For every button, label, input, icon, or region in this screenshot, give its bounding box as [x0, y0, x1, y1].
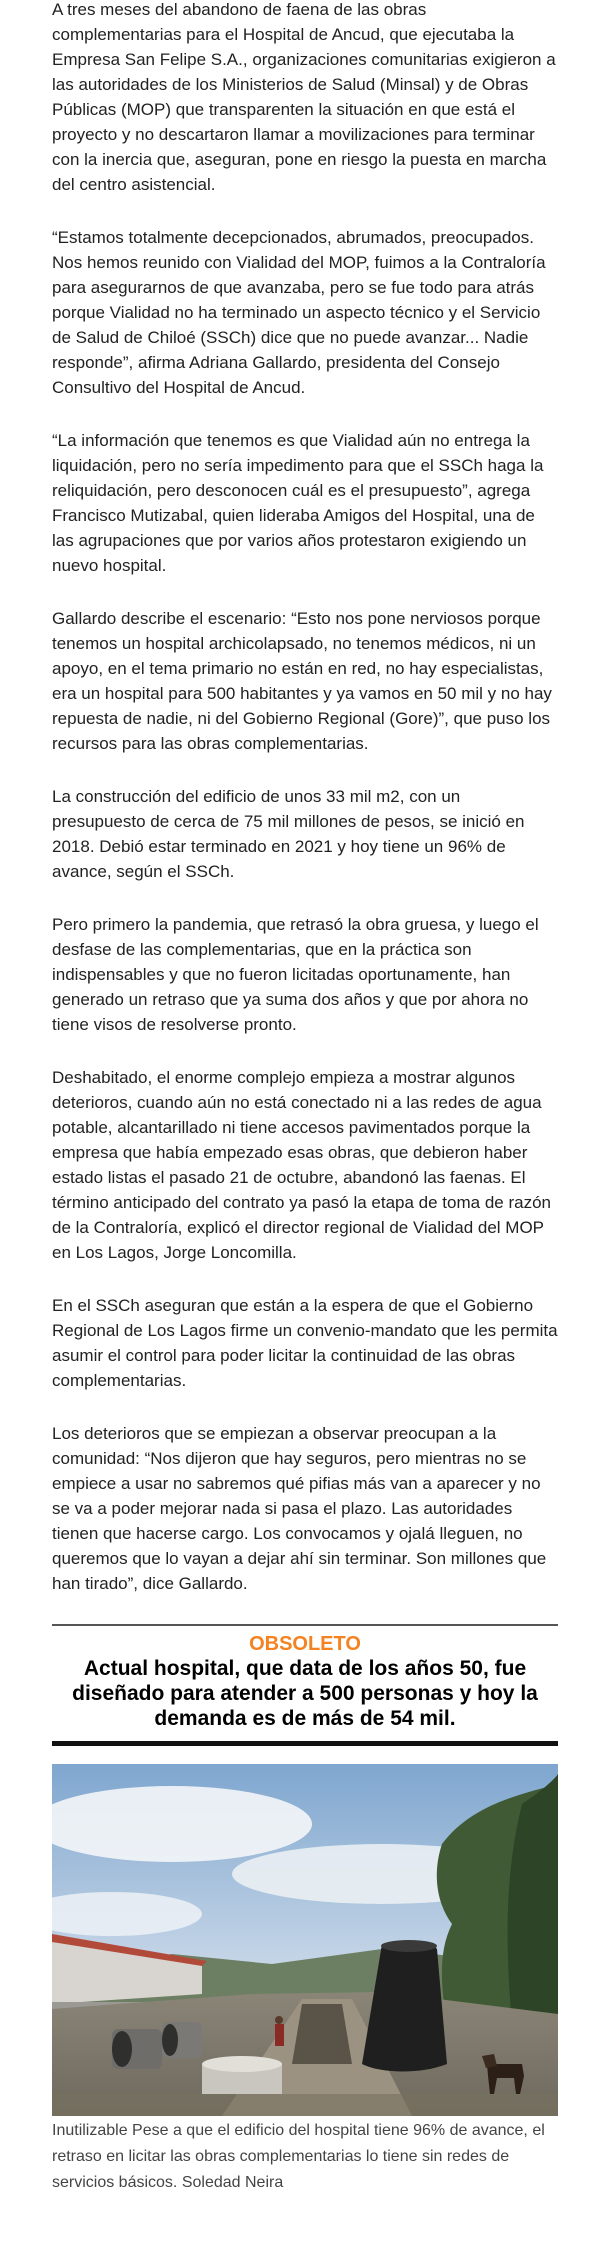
article-paragraph-6: Pero primero la pandemia, que retrasó la obra gruesa, y luego el desfase de las complementarias, que en la práctica son indispensables y que no fueron licitadas oportunamente, han generado un retraso que ya suma dos años y que por ahora no tiene visos de resolverse pronto.	[52, 915, 539, 1034]
manhole-top	[202, 2056, 282, 2072]
article-paragraph-9: Los deterioros que se empiezan a observar preocupan a la comunidad: “Nos dijeron que hay seguros, pero mientras no se empiece a usar no sabremos qué pifias más van a aparecer y no se va a poder mejorar nada si pasa el plazo. Las autoridades tienen que hacerse cargo. Los convocamos y ojalá lleguen, no queremos que lo vayan a dejar ahí sin terminar. Son millones que han tirado”, dice Gallardo.	[52, 1424, 547, 1593]
tank-top	[381, 1940, 437, 1952]
photo-figure	[52, 1764, 558, 2196]
article	[52, 0, 558, 2196]
pipe-opening	[112, 2031, 132, 2067]
article-paragraph-1: A tres meses del abandono de faena de las obras complementarias para el Hospital de Ancud, que ejecutaba la Empresa San Felipe S.A., organizaciones comunitarias exigieron a las autoridades de los Ministerios de Salud (Minsal) y de Obras Públicas (MOP) que transparenten la situación en que está el proyecto y no descartaron llamar a movilizaciones para terminar con la inercia que, aseguran, pone en riesgo la puesta en marcha del centro asistencial.	[52, 0, 556, 194]
highlight-kicker: OBSOLETO	[249, 1633, 361, 1655]
gravel	[52, 2094, 558, 2116]
trench	[292, 2004, 352, 2064]
highlight-box	[52, 1624, 558, 1746]
photo-caption: Inutilizable Pese a que el edificio del hospital tiene 96% de avance, el retraso en licitar las obras complementarias lo tiene sin redes de servicios básicos. Soledad Neira	[52, 2122, 545, 2191]
worker	[275, 2024, 284, 2046]
article-paragraph-3: “La información que tenemos es que Vialidad aún no entrega la liquidación, pero no sería impedimento para que el SSCh haga la reliquidación, pero desconocen cuál es el presupuesto”, agrega Francisco Mutizabal, quien lideraba Amigos del Hospital, una de las agrupaciones que por varios años protestaron exigiendo un nuevo hospital.	[52, 431, 544, 575]
article-paragraph-4: Gallardo describe el escenario: “Esto nos pone nerviosos porque tenemos un hospital archicolapsado, no tenemos médicos, ni un apoyo, en el tema primario no están en red, no hay especialistas, era un hospital para 500 habitantes y ya vamos en 50 mil y no hay repuesta de nadie, ni del Gobierno Regional (Gore)”, que puso los recursos para las obras complementarias.	[52, 609, 552, 753]
article-paragraph-7: Deshabitado, el enorme complejo empieza a mostrar algunos deterioros, cuando aún no está conectado ni a las redes de agua potable, alcantarillado ni tiene accesos pavimentados porque la empresa que había empezado esas obras, que debieron haber estado listas el pasado 21 de octubre, abandonó las faenas. El término anticipado del contrato ya pasó la etapa de toma de razón de la Contraloría, explicó el director regional de Vialidad del MOP en Los Lagos, Jorge Loncomilla.	[52, 1068, 551, 1262]
highlight-headline: Actual hospital, que data de los años 50, fue diseñado para atender a 500 personas y hoy la demanda es de más de 54 mil.	[72, 1657, 538, 1730]
construction-site-photo[interactable]	[52, 1764, 558, 2116]
article-paragraph-2: “Estamos totalmente decepcionados, abrumados, preocupados. Nos hemos reunido con Vialidad del MOP, fuimos a la Contraloría para asegurarnos de que avanzaba, pero se fue todo para atrás porque Vialidad no ha terminado un aspecto técnico y el Servicio de Salud de Chiloé (SSCh) dice que no puede avanzar... Nadie responde”, afirma Adriana Gallardo, presidenta del Consejo Consultivo del Hospital de Ancud.	[52, 228, 546, 397]
article-paragraph-5: La construcción del edificio de unos 33 mil m2, con un presupuesto de cerca de 75 mil millones de pesos, se inició en 2018. Debió estar terminado en 2021 y hoy tiene un 96% de avance, según el SSCh.	[52, 787, 525, 881]
worker-head	[275, 2016, 283, 2024]
article-paragraph-8: En el SSCh aseguran que están a la espera de que el Gobierno Regional de Los Lagos firme un convenio-mandato que les permita asumir el control para poder licitar la continuidad de las obras complementarias.	[52, 1296, 558, 1390]
pipe-opening	[162, 2024, 178, 2056]
